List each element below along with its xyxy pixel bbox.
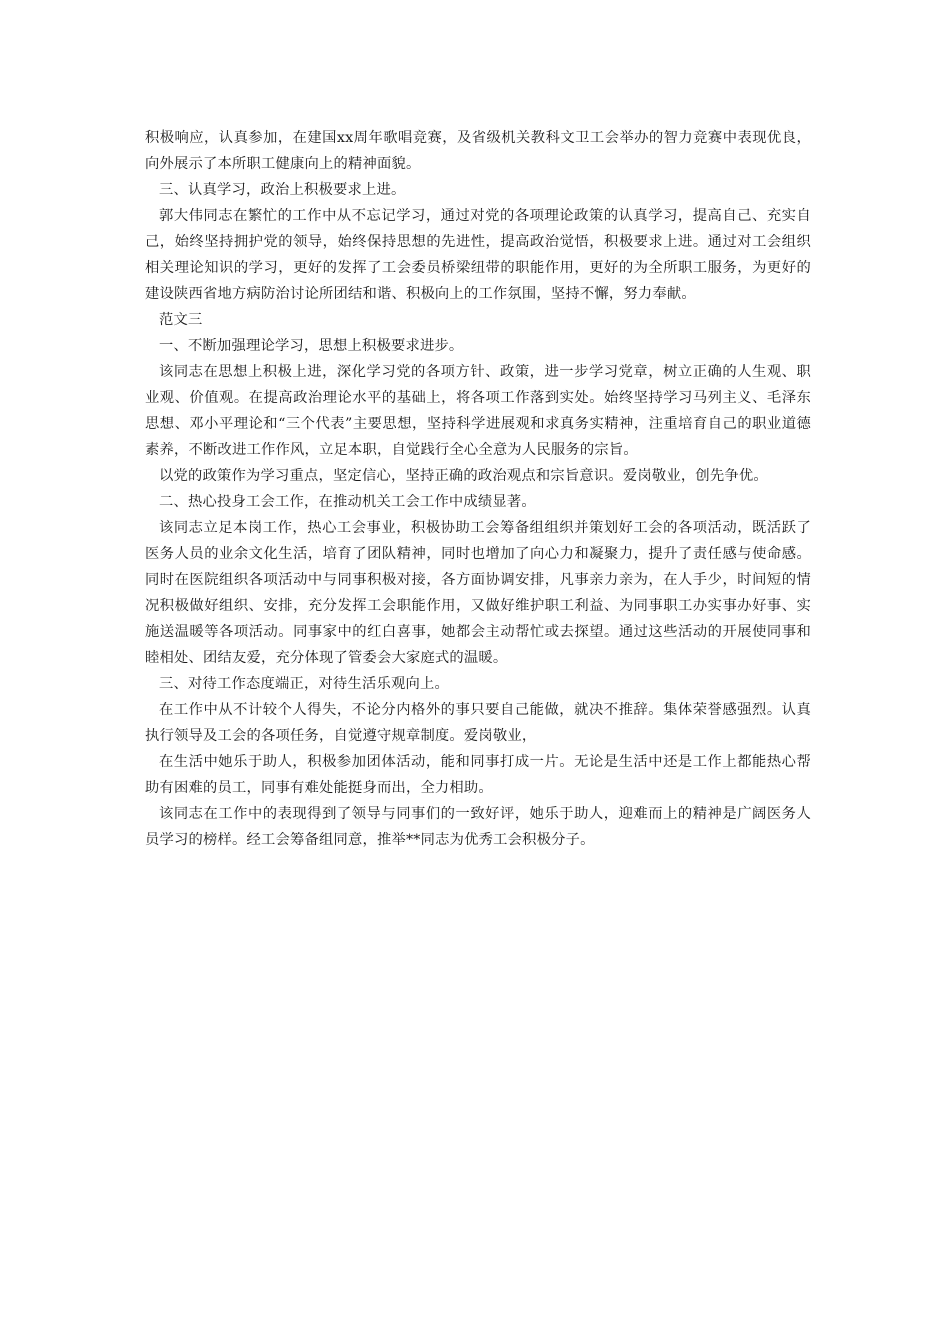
paragraph-6: 该同志在思想上积极上进，深化学习党的各项方针、政策，进一步学习党章，树立正确的人生观、职业观、价值观。在提高政治理论水平的基础上，将各项工作落到实处。始终坚持学习马列主义、毛泽东思想、邓小平理论和“三个代表”主要思想，坚持科学进展观和求真务实精神，注重培育自己的职业道德素养，不断改进工作作风，立足本职，自觉践行全心全意为人民服务的宗旨。 (145, 364, 811, 458)
paragraph-3: 郭大伟同志在繁忙的工作中从不忘记学习，通过对党的各项理论政策的认真学习，提高自己、充实自己，始终坚持拥护党的领导，始终保持思想的先进性，提高政治觉悟，积极要求上进。通过对工会组织相关理论知识的学习，更好的发挥了工会委员桥梁纽带的职能作用，更好的为全所职工服务，为更好的建设陕西省地方病防治讨论所团结和谐、积极向上的工作氛围，坚持不懈，努力奉献。 (145, 208, 811, 302)
document-body (145, 125, 811, 853)
heading-study: 三、认真学习，政治上积极要求上进。 (159, 182, 406, 198)
heading-union-work: 二、热心投身工会工作，在推动机关工会工作中成绩显著。 (159, 494, 536, 510)
paragraph-7: 以党的政策作为学习重点，坚定信心，坚持正确的政治观点和宗旨意识。爱岗敬业，创先争优。 (159, 468, 768, 484)
heading-theory: 一、不断加强理论学习，思想上积极要求进步。 (159, 338, 464, 354)
paragraph-12: 在生活中她乐于助人，积极参加团体活动，能和同事打成一片。无论是生活中还是工作上都能热心帮助有困难的员工，同事有难处能挺身而出，全力相助。 (145, 754, 811, 796)
section-title-fanwen-3: 范文三 (159, 312, 203, 328)
paragraph-13: 该同志在工作中的表现得到了领导与同事们的一致好评，她乐于助人，迎难而上的精神是广阔医务人员学习的榜样。经工会筹备组同意，推举**同志为优秀工会积极分子。 (145, 806, 811, 848)
paragraph-9: 该同志立足本岗工作，热心工会事业，积极协助工会筹备组组织并策划好工会的各项活动，既活跃了医务人员的业余文化生活，培育了团队精神，同时也增加了向心力和凝聚力，提升了责任感与使命感。同时在医院组织各项活动中与同事积极对接，各方面协调安排，凡事亲力亲为，在人手少，时间短的情况积极做好组织、安排，充分发挥工会职能作用，又做好维护职工利益、为同事职工办实事办好事、实施送温暖等各项活动。同事家中的红白喜事，她都会主动帮忙或去探望。通过这些活动的开展使同事和睦相处、团结友爱，充分体现了管委会大家庭式的温暖。 (145, 520, 811, 666)
heading-attitude: 三、对待工作态度端正，对待生活乐观向上。 (159, 676, 449, 692)
paragraph-11: 在工作中从不计较个人得失，不论分内格外的事只要自己能做，就决不推辞。集体荣誉感强烈。认真执行领导及工会的各项任务，自觉遵守规章制度。爱岗敬业， (145, 702, 811, 744)
paragraph-1: 积极响应，认真参加，在建国xx周年歌唱竞赛，及省级机关教科文卫工会举办的智力竞赛中表现优良，向外展示了本所职工健康向上的精神面貌。 (145, 130, 811, 172)
